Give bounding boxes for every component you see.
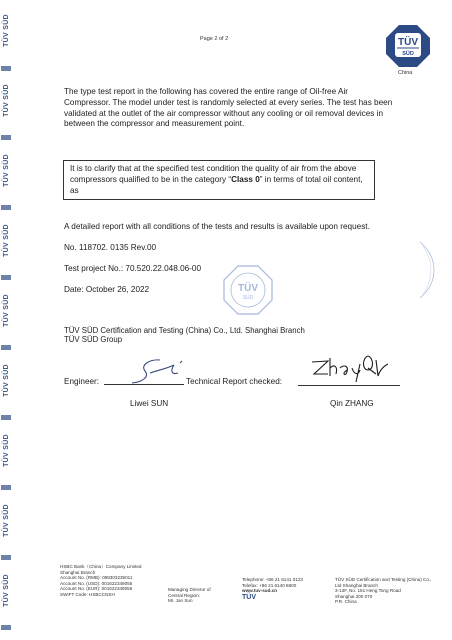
tuv-sud-logo [385, 24, 431, 68]
test-project-number: Test project No.: 70.520.22.048.06-00 [64, 264, 202, 273]
company-group: TÜV SÜD Group [64, 335, 123, 344]
engineer-label: Engineer: [64, 377, 100, 386]
footer-address: TÜV SÜD Certification and Testing (China) Co., Ltd Shanghai Branch 3-13F, No. 151 Heng Tong Road Shanghai 200 070 P.R. China [335, 577, 432, 605]
intro-paragraph: The type test report in the following has covered the entire range of Oil-free Air Compressor. The model under test is randomly selected at every series. The test has been validated at the outlet of the air compressor without any cooling or oil removal devices in between the compressor and measurement point. [64, 87, 393, 129]
report-number: No. 118702. 0135 Rev.00 [64, 243, 157, 252]
company-name: TÜV SÜD Certification and Testing (China) Co., Ltd. Shanghai Branch [64, 326, 305, 335]
engineer-signature-line [104, 384, 184, 385]
sidebar-text: TÜV SÜD [2, 573, 10, 607]
clarification-text-end: ” in terms of total oil content, as [70, 174, 363, 195]
country-label: China [398, 70, 413, 76]
sidebar-text: TÜV SÜD [2, 363, 10, 397]
sidebar-text: TÜV SÜD [2, 223, 10, 257]
stamp-subtext: SÜD [242, 295, 254, 301]
logo-text: TÜV [398, 37, 418, 48]
checker-signature-line [298, 385, 400, 386]
page-number: Page 2 of 2 [200, 36, 229, 42]
sidebar-text: TÜV SÜD [2, 433, 10, 467]
footer-director: Managing Director of Central Region: Mr. Jan Sun [168, 587, 211, 604]
class-zero-label: Class 0 [231, 174, 260, 184]
sidebar-text: TÜV SÜD [2, 293, 10, 327]
checker-name: Qin ZHANG [330, 399, 374, 408]
logo-subtext: SÜD [402, 51, 414, 57]
sidebar-text: TÜV SÜD [2, 13, 10, 47]
footer-bank-info: HSBC Bank（China）Company Limited Shanghai Branch Account No. (RMB): 088303235011 Account No. (USD): 001622349055 Account No. (EUR): 001622349056 SWIFT Code: HSBCCNSH [60, 564, 142, 597]
sidebar-text: TÜV SÜD [2, 503, 10, 537]
clarification-box [63, 160, 375, 200]
detailed-report-note: A detailed report with all conditions of the tests and results is available upon request. [64, 222, 370, 231]
footer-brand: TÜV [242, 593, 256, 601]
stamp-text: TÜV [238, 283, 258, 294]
engineer-signature [120, 355, 190, 387]
checker-label: Technical Report checked: [186, 377, 283, 386]
engineer-name: Liwei SUN [130, 399, 169, 408]
margin-mark [418, 240, 438, 300]
sidebar-watermark [0, 0, 14, 640]
sidebar-text: TÜV SÜD [2, 153, 10, 187]
report-date: Date: October 26, 2022 [64, 285, 150, 294]
footer-contact: Telephone: +86 21 6141 0123 Telefax: +86 21 6140 8600 www.tuv-sud.cn TÜV [242, 577, 303, 601]
checker-signature [306, 350, 391, 384]
clarification-text: It is to clarify that at the specified test condition the quality of air from the above compressors qualified to be in the category “ [70, 164, 357, 184]
tuv-stamp [222, 264, 274, 316]
sidebar-text: TÜV SÜD [2, 83, 10, 117]
sidebar-mark [1, 625, 11, 630]
